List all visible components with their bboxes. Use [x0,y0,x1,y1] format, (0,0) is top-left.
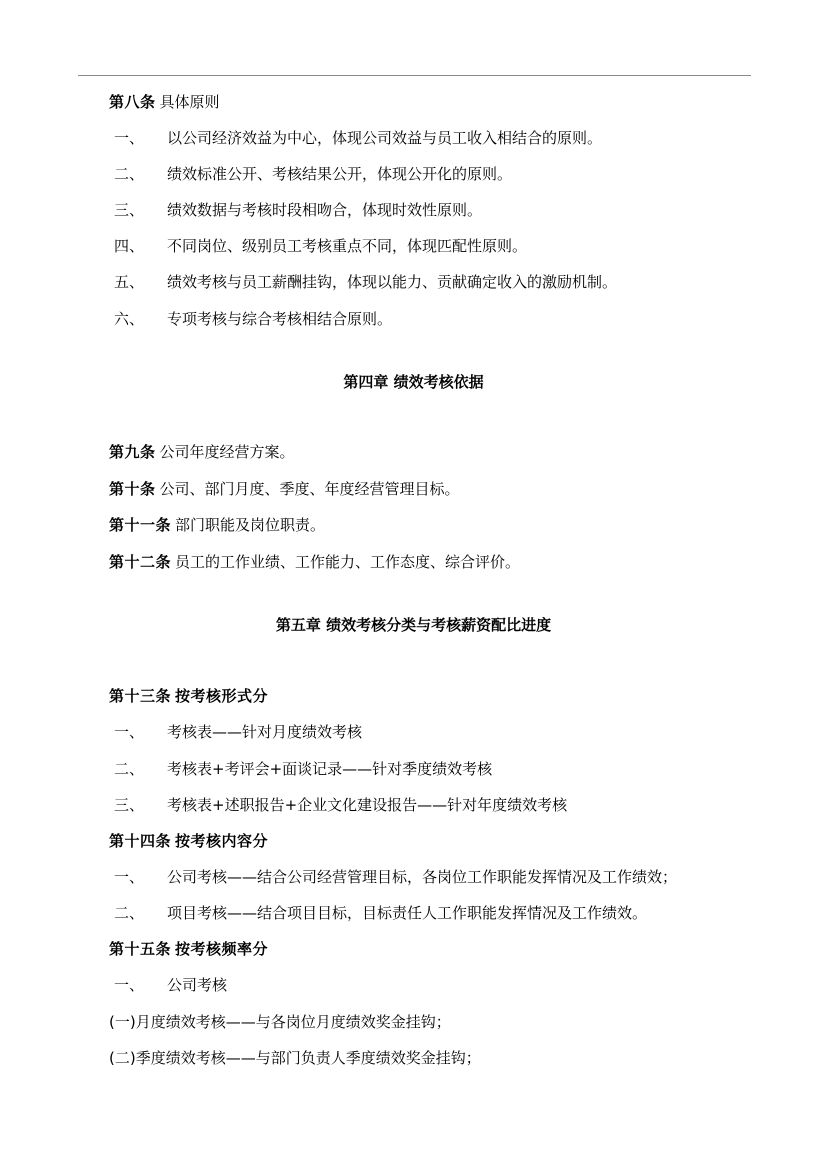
item-number: 二、 [114,904,145,922]
form-item [114,722,362,742]
article-title: 第十四条 [109,832,172,850]
item-number: 二、 [114,760,145,778]
item-text: 公司考核——结合公司经营管理目标，各岗位工作职能发挥情况及工作绩效； [167,868,678,886]
content-item [114,903,647,923]
item-number: 六、 [114,310,145,328]
article-text: 具体原则 [159,93,220,111]
item-text: 考核表+考评会+面谈记录——针对季度绩效考核 [167,760,493,778]
article-text: 员工的工作业绩、工作能力、工作态度、综合评价。 [175,553,521,571]
item-text: 以公司经济效益为中心，体现公司效益与员工收入相结合的原则。 [167,129,603,147]
principle-item [114,164,512,184]
article-text: 部门职能及岗位职责。 [175,516,326,534]
content-item [114,867,677,887]
item-number: 四、 [114,237,145,255]
article-14 [109,831,268,851]
item-number: 五、 [114,273,145,291]
form-item [114,795,567,815]
item-number: 一、 [114,129,145,147]
article-8 [109,92,220,112]
item-number: 一、 [114,723,145,741]
chapter-5-heading: 第五章 绩效考核分类与考核薪资配比进度 [275,616,552,634]
principle-item [114,236,527,256]
item-text: 绩效标准公开、考核结果公开，体现公开化的原则。 [167,165,513,183]
frequency-sub-item: (一)月度绩效考核——与各岗位月度绩效奖金挂钩； [109,1013,451,1031]
article-text: 公司年度经营方案。 [159,443,295,461]
article-title: 第十二条 [109,553,172,571]
item-text: 绩效考核与员工薪酬挂钩，体现以能力、贡献确定收入的激励机制。 [167,273,618,291]
principle-item [114,309,392,329]
article-text: 公司、部门月度、季度、年度经营管理目标。 [159,480,460,498]
article-9 [109,442,295,462]
item-text: 考核表——针对月度绩效考核 [167,723,363,741]
article-13 [109,686,268,706]
article-11 [109,515,325,535]
item-text: 公司考核 [167,976,228,994]
article-text: 按考核内容分 [175,832,269,850]
item-text: 考核表+述职报告+企业文化建设报告——针对年度绩效考核 [167,796,568,814]
article-title: 第八条 [109,93,156,111]
article-title: 第十五条 [109,940,172,958]
article-text: 按考核形式分 [175,687,269,705]
article-10 [109,479,460,499]
article-12 [109,552,520,572]
item-number: 二、 [114,165,145,183]
article-title: 第九条 [109,443,156,461]
item-number: 一、 [114,976,145,994]
item-text: 专项考核与综合考核相结合原则。 [167,310,393,328]
chapter-4-heading: 第四章 绩效考核依据 [343,373,484,391]
article-title: 第十三条 [109,687,172,705]
item-number: 三、 [114,796,145,814]
form-item [114,759,492,779]
frequency-item [114,975,227,995]
item-text: 绩效数据与考核时段相吻合，体现时效性原则。 [167,201,483,219]
header-rule [78,75,751,76]
principle-item [114,272,617,292]
article-title: 第十条 [109,480,156,498]
principle-item [114,200,482,220]
frequency-sub-item: (二)季度绩效考核——与部门负责人季度绩效奖金挂钩； [109,1049,481,1067]
item-number: 三、 [114,201,145,219]
article-title: 第十一条 [109,516,172,534]
principle-item [114,128,602,148]
item-number: 一、 [114,868,145,886]
article-text: 按考核频率分 [175,940,269,958]
item-text: 不同岗位、级别员工考核重点不同，体现匹配性原则。 [167,237,528,255]
item-text: 项目考核——结合项目目标，目标责任人工作职能发挥情况及工作绩效。 [167,904,648,922]
article-15 [109,939,268,959]
